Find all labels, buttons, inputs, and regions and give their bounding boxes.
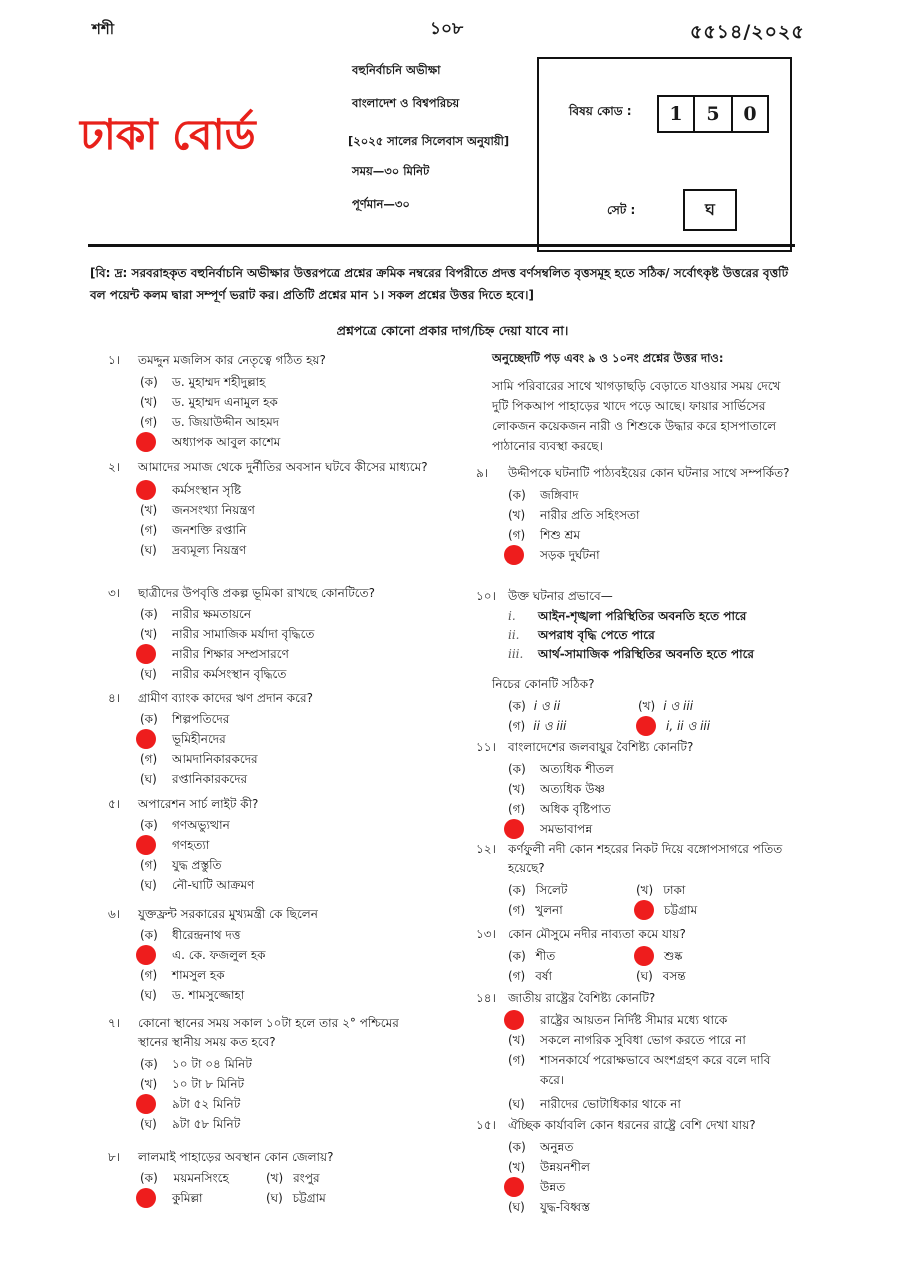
option-ga[interactable]: কুমিল্লা <box>172 1191 203 1205</box>
option-ka[interactable]: (ক) ১০ টা ০৪ মিনিট <box>140 1057 252 1071</box>
question-text: উদ্দীপকে ঘটনাটি পাঠ্যবইয়ের কোন ঘটনার সাথে সম্পর্কিত? <box>508 466 790 480</box>
option-ka[interactable]: (ক) শিল্পপতিদের <box>140 712 230 726</box>
option-ka[interactable]: রাষ্ট্রের আয়তন নির্দিষ্ট সীমার মধ্যে থাকে <box>508 1010 794 1030</box>
option-gha[interactable]: সড়ক দুর্ঘটনা <box>508 545 794 565</box>
filled-answer-bubble <box>504 545 524 565</box>
subject-code-digit-1: 1 <box>657 95 695 133</box>
filled-answer-bubble <box>504 1010 524 1030</box>
question-number: ২। <box>108 460 121 474</box>
question-14 <box>476 989 794 1114</box>
option-kha[interactable]: গণহত্যা <box>140 835 468 855</box>
question-number: ১০। <box>476 589 496 603</box>
option-ka[interactable]: (ক) সিলেট <box>508 883 568 897</box>
option-ka[interactable]: (ক) ড. মুহাম্মদ শহীদুল্লাহ <box>140 375 266 389</box>
option-kha[interactable]: (খ) নারীর প্রতি সহিংসতা <box>508 508 640 522</box>
option-ga[interactable]: (গ) জনশক্তি রপ্তানি <box>140 523 247 537</box>
syllabus-note: [২০২৫ সালের সিলেবাস অনুযায়ী] <box>348 134 510 148</box>
question-12 <box>476 840 794 920</box>
filled-answer-bubble <box>504 819 524 839</box>
warning-note: প্রশ্নপত্রে কোনো প্রকার দাগ/চিহ্ন দেয়া যাবে না। <box>336 323 569 338</box>
option-gha[interactable]: (ঘ) নারীর কর্মসংস্থান বৃদ্ধিতে <box>140 667 287 681</box>
question-number: ৯। <box>476 466 489 480</box>
option-ga[interactable]: উন্নত <box>508 1177 794 1197</box>
question-text: ঐচ্ছিক কার্যাবলি কোন ধরনের রাষ্ট্রে বেশি দেখা যায়? <box>508 1118 756 1132</box>
option-ga[interactable]: (গ) খুলনা <box>508 903 563 917</box>
passage-title: অনুচ্ছেদটি পড় এবং ৯ ও ১০নং প্রশ্নের উত্তর দাও: <box>492 351 724 365</box>
option-ka[interactable]: কর্মসংস্থান সৃষ্টি <box>140 480 428 500</box>
option-gha[interactable]: চট্টগ্রাম <box>664 903 698 917</box>
board-name: ঢাকা বোর্ড <box>80 110 256 159</box>
subject-code-digit-3: 0 <box>731 95 769 133</box>
option-gha[interactable]: (ঘ) যুদ্ধ-বিধ্বস্ত <box>508 1200 590 1214</box>
option-kha[interactable]: ভূমিহীনদের <box>140 729 468 749</box>
question-2 <box>108 458 428 560</box>
option-ga[interactable]: (গ) ii ও iii <box>508 719 567 733</box>
option-ga[interactable]: (গ) শামসুল হক <box>140 968 225 982</box>
question-number: ১৪। <box>476 991 496 1005</box>
question-text: অপারেশন সার্চ লাইট কী? <box>138 797 259 811</box>
option-ga[interactable]: নারীর শিক্ষার সম্প্রসারণে <box>140 644 468 664</box>
question-5 <box>108 795 468 895</box>
option-ka[interactable]: (ক) অনুন্নত <box>508 1140 574 1154</box>
filled-answer-bubble <box>136 1094 156 1114</box>
question-text: জাতীয় রাষ্ট্রের বৈশিষ্ট্য কোনটি? <box>508 991 656 1005</box>
option-gha[interactable]: i, ii ও iii <box>666 719 711 733</box>
question-text: উক্ত ঘটনার প্রভাবে— <box>508 589 613 603</box>
question-13 <box>476 925 794 986</box>
option-kha[interactable]: (খ) ১০ টা ৮ মিনিট <box>140 1077 245 1091</box>
option-ga[interactable]: (গ) অধিক বৃষ্টিপাত <box>508 802 611 816</box>
option-ga[interactable]: (গ) শাসনকার্যে পরোক্ষভাবে অংশগ্রহণ করে বলে দাবি করে। <box>508 1053 771 1087</box>
statement-iii: iii. আর্থ-সামাজিক পরিস্থিতির অবনতি হতে পারে <box>508 647 755 661</box>
option-gha[interactable]: সমভাবাপন্ন <box>508 819 794 839</box>
passage <box>492 348 792 456</box>
full-marks: পূর্ণমান—৩০ <box>352 197 410 211</box>
option-gha[interactable]: (ঘ) বসন্ত <box>636 969 686 983</box>
subject-code-digit-2: 5 <box>695 95 733 133</box>
option-gha[interactable]: (ঘ) রপ্তানিকারকদের <box>140 772 248 786</box>
option-ka[interactable]: (ক) অত্যধিক শীতল <box>508 762 614 776</box>
option-kha[interactable]: (খ) উন্নয়নশীল <box>508 1160 590 1174</box>
question-1 <box>108 351 468 452</box>
filled-answer-bubble <box>636 716 656 736</box>
option-ka[interactable]: (ক) ময়মনসিংহে <box>140 1171 229 1185</box>
filled-answer-bubble <box>136 945 156 965</box>
option-ka[interactable]: (ক) নারীর ক্ষমতায়নে <box>140 607 252 621</box>
subject-code-label: বিষয় কোড : <box>569 104 632 118</box>
subject-code-box <box>537 57 792 252</box>
question-number: ৩। <box>108 586 121 600</box>
option-gha[interactable]: (ঘ) নারীদের ভোটাধিকার থাকে না <box>508 1097 681 1111</box>
question-text: কোনো স্থানের সময় সকাল ১০টা হলে তার ২° পশ্চিমের স্থানের স্থানীয় সময় কত হবে? <box>138 1016 399 1049</box>
question-number: ১১। <box>476 740 496 754</box>
set-value: ঘ <box>683 189 737 231</box>
sub-question: নিচের কোনটি সঠিক? <box>492 677 595 691</box>
question-text: বাংলাদেশের জলবায়ুর বৈশিষ্ট্য কোনটি? <box>508 740 694 754</box>
question-text: তমদ্দুন মজলিস কার নেতৃত্বে গঠিত হয়? <box>138 353 326 367</box>
page-number: ১০৮ <box>430 19 464 39</box>
question-number: ১২। <box>476 842 496 856</box>
filled-answer-bubble <box>136 729 156 749</box>
filled-answer-bubble <box>136 835 156 855</box>
option-kha[interactable]: (খ) ড. মুহাম্মদ এনামুল হক <box>140 395 278 409</box>
filled-answer-bubble <box>504 1177 524 1197</box>
question-7 <box>108 1014 428 1134</box>
option-kha[interactable]: (খ) সকলে নাগরিক সুবিধা ভোগ করতে পারে না <box>508 1033 746 1047</box>
question-text: লালমাই পাহাড়ের অবস্থান কোন জেলায়? <box>138 1150 334 1164</box>
filled-answer-bubble <box>136 480 156 500</box>
option-ka[interactable]: (ক) শীত <box>508 949 556 963</box>
filled-answer-bubble <box>136 1188 156 1208</box>
question-11 <box>476 738 794 839</box>
header-divider <box>88 244 795 247</box>
question-8 <box>108 1148 468 1208</box>
option-kha[interactable]: (খ) রংপুর <box>266 1171 320 1185</box>
question-15 <box>476 1116 794 1217</box>
option-gha[interactable]: (ঘ) দ্রব্যমূল্য নিয়ন্ত্রণ <box>140 543 247 557</box>
option-gha[interactable]: (ঘ) ড. শামসুজ্জোহা <box>140 988 245 1002</box>
option-kha[interactable]: শুষ্ক <box>664 949 683 963</box>
option-gha[interactable]: (ঘ) নৌ-ঘাটি আক্রমণ <box>140 878 255 892</box>
option-ga[interactable]: ৯টা ৫২ মিনিট <box>140 1094 428 1114</box>
option-gha[interactable]: (ঘ) চট্টগ্রাম <box>266 1191 326 1205</box>
set-label: সেট : <box>607 203 636 217</box>
option-ga[interactable]: (গ) যুদ্ধ প্রস্তুতি <box>140 858 222 872</box>
option-ka[interactable]: (ক) ধীরেন্দ্রনাথ দত্ত <box>140 928 241 942</box>
instructions: [বি: দ্র: সরবরাহকৃত বহুনির্বাচনি অভীক্ষার উত্তরপত্রে প্রশ্নের ক্রমিক নম্বরের বিপরীতে প্রদত্ত বর্ণসম্বলিত বৃত্তসমূহ হতে সঠিক/ সর্বোৎকৃষ্ট উত্তরের বৃত্তটি বল পয়েন্ট কলম দ্বারা সম্পূর্ণ ভরাট কর। প্রতিটি প্রশ্নের মান ১। সকল প্রশ্নের উত্তর দিতে হবে।] <box>90 266 789 302</box>
option-ka[interactable]: (ক) জঙ্গিবাদ <box>508 488 579 502</box>
filled-answer-bubble <box>634 946 654 966</box>
question-number: ১। <box>108 353 121 367</box>
option-ga[interactable]: (গ) বর্ষা <box>508 969 553 983</box>
code-number: ৫৫১৪/২০২৫ <box>690 21 805 43</box>
question-text: আমাদের সমাজ থেকে দুর্নীতির অবসান ঘটবে কীসের মাধ্যমে? <box>138 460 428 474</box>
question-text: কর্ণফুলী নদী কোন শহরের নিকট দিয়ে বঙ্গোপসাগরে পতিত হয়েছে? <box>508 842 783 875</box>
question-text: যুক্তফ্রন্ট সরকারের মুখ্যমন্ত্রী কে ছিলেন <box>138 907 318 921</box>
header-left-tag: শশী <box>92 20 115 38</box>
option-kha[interactable]: (খ) জনসংখ্যা নিয়ন্ত্রণ <box>140 503 255 517</box>
statement-ii: ii. অপরাধ বৃদ্ধি পেতে পারে <box>508 628 655 642</box>
option-ga[interactable]: (গ) আমদানিকারকদের <box>140 752 258 766</box>
exam-type: বহুনির্বাচনি অভীক্ষা <box>352 63 441 77</box>
option-kha[interactable]: (খ) অত্যধিক উষ্ণ <box>508 782 606 796</box>
statement-i: i. আইন-শৃঙ্খলা পরিস্থিতির অবনতি হতে পারে <box>508 609 747 623</box>
filled-answer-bubble <box>136 432 156 452</box>
question-number: ৭। <box>108 1016 121 1030</box>
option-ka[interactable]: (ক) i ও ii <box>508 699 561 713</box>
question-9 <box>476 464 794 565</box>
question-number: ৪। <box>108 691 121 705</box>
option-kha[interactable]: (খ) i ও iii <box>638 699 694 713</box>
question-6 <box>108 905 468 1005</box>
filled-answer-bubble <box>136 644 156 664</box>
option-ga[interactable]: (গ) শিশু শ্রম <box>508 528 581 542</box>
question-number: ৬। <box>108 907 121 921</box>
option-kha[interactable]: এ. কে. ফজলুল হক <box>140 945 468 965</box>
option-ga[interactable]: (গ) ড. জিয়াউদ্দীন আহমদ <box>140 415 280 429</box>
question-number: ১৫। <box>476 1118 496 1132</box>
question-text: ছাত্রীদের উপবৃত্তি প্রকল্প ভূমিকা রাখছে কোনটিতে? <box>138 586 375 600</box>
question-4 <box>108 689 468 789</box>
passage-text: সামি পরিবারের সাথে খাগড়াছড়ি বেড়াতে যাওয়ার সময় দেখে দুটি পিকআপ পাহাড়ের খাদে পড়ে আছে। ফায়ার সার্ভিসের লোকজন কয়েকজন নারী ও শিশুকে উদ্ধার করে হাসপাতালে পাঠানোর ব্যবস্থা করছে। <box>492 379 781 453</box>
question-number: ১৩। <box>476 927 496 941</box>
question-number: ৫। <box>108 797 121 811</box>
filled-answer-bubble <box>634 900 654 920</box>
question-text: কোন মৌসুমে নদীর নাব্যতা কমে যায়? <box>508 927 686 941</box>
question-number: ৮। <box>108 1150 121 1164</box>
option-gha[interactable]: (ঘ) ৯টা ৫৮ মিনিট <box>140 1117 241 1131</box>
question-text: গ্রামীণ ব্যাংক কাদের ঋণ প্রদান করে? <box>138 691 313 705</box>
subject-name: বাংলাদেশ ও বিশ্বপরিচয় <box>352 96 460 110</box>
question-3 <box>108 584 468 684</box>
exam-time: সময়—৩০ মিনিট <box>352 164 430 178</box>
option-gha[interactable]: অধ্যাপক আবুল কাশেম <box>140 432 468 452</box>
question-10 <box>476 587 794 736</box>
option-kha[interactable]: (খ) ঢাকা <box>636 883 686 897</box>
option-kha[interactable]: (খ) নারীর সামাজিক মর্যাদা বৃদ্ধিতে <box>140 627 315 641</box>
option-ka[interactable]: (ক) গণঅভ্যুত্থান <box>140 818 230 832</box>
